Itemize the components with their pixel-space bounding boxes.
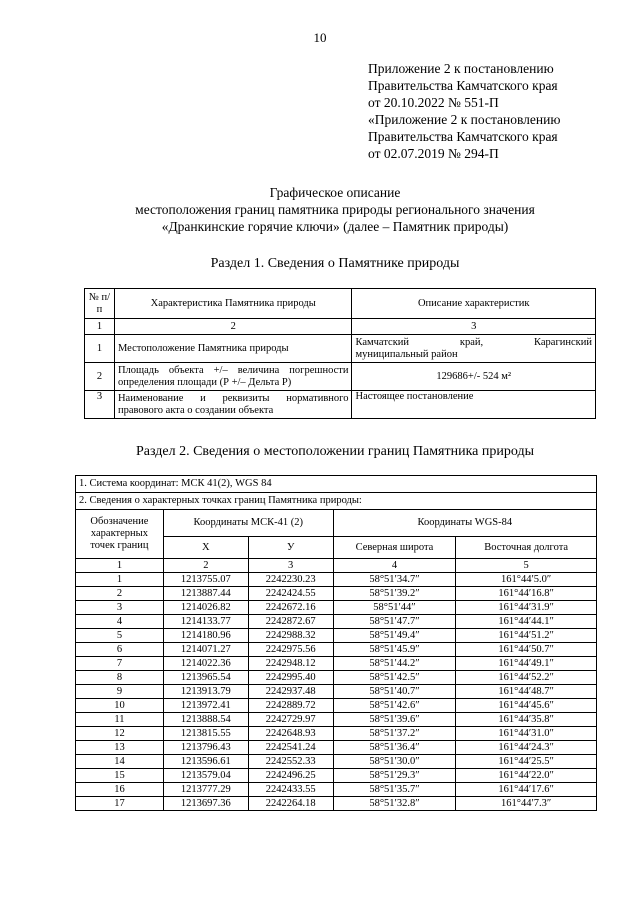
coord-y: 2242872.67 (248, 615, 333, 629)
coord-y: 2242496.25 (248, 769, 333, 783)
latitude: 58°51′30.0″ (333, 755, 456, 769)
latitude: 58°51′37.2″ (333, 727, 456, 741)
latitude: 58°51′32.8″ (333, 797, 456, 811)
latitude: 58°51′35.7″ (333, 783, 456, 797)
table-row (76, 727, 597, 741)
header-number: № п/п (85, 289, 115, 319)
coord-y: 2242948.12 (248, 657, 333, 671)
coord-x: 1214071.27 (163, 643, 248, 657)
column-number: 2 (163, 559, 248, 573)
table-row (76, 573, 597, 587)
latitude: 58°51′40.7″ (333, 685, 456, 699)
table-row (85, 335, 596, 363)
point-id: 14 (76, 755, 164, 769)
latitude: 58°51′45.9″ (333, 643, 456, 657)
latitude: 58°51′39.2″ (333, 587, 456, 601)
row-description (352, 335, 596, 363)
longitude: 161°44′22.0″ (456, 769, 597, 783)
column-number: 1 (85, 319, 115, 335)
coord-x: 1213777.29 (163, 783, 248, 797)
coord-y: 2242264.18 (248, 797, 333, 811)
header-wgs: Координаты WGS-84 (333, 510, 596, 537)
latitude: 58°51′47.7″ (333, 615, 456, 629)
appendix-line: «Приложение 2 к постановлению (368, 112, 561, 127)
coord-x: 1214026.82 (163, 601, 248, 615)
coord-x: 1213579.04 (163, 769, 248, 783)
section2-heading: Раздел 2. Сведения о местоположении границ Памятника природы (135, 444, 535, 459)
point-id: 3 (76, 601, 164, 615)
header-y: У (248, 537, 333, 559)
row-number: 3 (85, 391, 115, 419)
point-id: 7 (76, 657, 164, 671)
header-msk: Координаты МСК-41 (2) (163, 510, 333, 537)
table-row (76, 755, 597, 769)
coord-y: 2242988.32 (248, 629, 333, 643)
row-characteristic: Наименование и реквизиты нормативного правового акта о создании объекта (114, 391, 352, 419)
longitude: 161°44′51.2″ (456, 629, 597, 643)
point-id: 12 (76, 727, 164, 741)
coord-y: 2242937.48 (248, 685, 333, 699)
page-number: 10 (313, 30, 327, 45)
table-row (76, 671, 597, 685)
point-id: 17 (76, 797, 164, 811)
coord-x: 1213888.54 (163, 713, 248, 727)
coordinate-system: 1. Система координат: МСК 41(2), WGS 84 (76, 476, 597, 493)
table-row (76, 685, 597, 699)
coord-y: 2242975.56 (248, 643, 333, 657)
longitude: 161°44′24.3″ (456, 741, 597, 755)
longitude: 161°44′5.0″ (456, 573, 597, 587)
column-number: 4 (333, 559, 456, 573)
latitude: 58°51′42.5″ (333, 671, 456, 685)
row-characteristic: Местоположение Памятника природы (114, 335, 352, 363)
coord-y: 2242424.55 (248, 587, 333, 601)
header-point: Обозначение характерных точек границ (76, 510, 164, 559)
table-row (76, 643, 597, 657)
coordinates-table (75, 475, 597, 811)
table-row (76, 797, 597, 811)
row-description: Настоящее постановление (352, 391, 596, 419)
coord-y: 2242672.16 (248, 601, 333, 615)
table-row (76, 741, 597, 755)
latitude: 58°51′49.4″ (333, 629, 456, 643)
header-longitude: Восточная долгота (456, 537, 597, 559)
table-row (85, 363, 596, 391)
appendix-line: Правительства Камчатского края (368, 78, 558, 93)
point-id: 15 (76, 769, 164, 783)
point-id: 4 (76, 615, 164, 629)
coord-y: 2242433.55 (248, 783, 333, 797)
coord-y: 2242729.97 (248, 713, 333, 727)
longitude: 161°44′48.7″ (456, 685, 597, 699)
longitude: 161°44′17.6″ (456, 783, 597, 797)
coord-x: 1214180.96 (163, 629, 248, 643)
title-line: Графическое описание (269, 185, 401, 200)
longitude: 161°44′49.1″ (456, 657, 597, 671)
title-line: «Дранкинские горячие ключи» (далее – Памятник природы) (161, 219, 509, 234)
coord-x: 1213796.43 (163, 741, 248, 755)
appendix-line: от 02.07.2019 № 294-П (368, 146, 499, 161)
longitude: 161°44′50.7″ (456, 643, 597, 657)
point-id: 2 (76, 587, 164, 601)
header-description: Описание характеристик (352, 289, 596, 319)
latitude: 58°51′44.2″ (333, 657, 456, 671)
header-latitude: Северная широта (333, 537, 456, 559)
coord-x: 1214022.36 (163, 657, 248, 671)
latitude: 58°51′34.7″ (333, 573, 456, 587)
point-id: 16 (76, 783, 164, 797)
coord-y: 2242541.24 (248, 741, 333, 755)
column-number: 2 (114, 319, 352, 335)
appendix-line: Приложение 2 к постановлению (368, 61, 554, 76)
characteristics-table (84, 288, 596, 419)
point-id: 1 (76, 573, 164, 587)
point-id: 11 (76, 713, 164, 727)
table-row (76, 769, 597, 783)
longitude: 161°44′25.5″ (456, 755, 597, 769)
table-row (76, 783, 597, 797)
coord-y: 2242230.23 (248, 573, 333, 587)
latitude: 58°51′36.4″ (333, 741, 456, 755)
coord-x: 1213887.44 (163, 587, 248, 601)
appendix-line: Правительства Камчатского края (368, 129, 558, 144)
point-id: 9 (76, 685, 164, 699)
coord-x: 1213815.55 (163, 727, 248, 741)
longitude: 161°44′31.0″ (456, 727, 597, 741)
header-x: X (163, 537, 248, 559)
latitude: 58°51′44″ (333, 601, 456, 615)
longitude: 161°44′45.6″ (456, 699, 597, 713)
description-line: Камчатский край, Карагинский (355, 336, 592, 348)
column-number: 5 (456, 559, 597, 573)
title-line: местоположения границ памятника природы регионального значения (135, 202, 535, 217)
table-row (76, 587, 597, 601)
coord-x: 1213697.36 (163, 797, 248, 811)
row-description: 129686+/- 524 м² (352, 363, 596, 391)
document-title (40, 184, 630, 235)
point-id: 13 (76, 741, 164, 755)
points-caption: 2. Сведения о характерных точках границ Памятника природы: (76, 493, 597, 510)
longitude: 161°44′16.8″ (456, 587, 597, 601)
coord-y: 2242552.33 (248, 755, 333, 769)
table-row (76, 629, 597, 643)
coord-y: 2242648.93 (248, 727, 333, 741)
point-id: 10 (76, 699, 164, 713)
longitude: 161°44′35.8″ (456, 713, 597, 727)
column-number: 1 (76, 559, 164, 573)
latitude: 58°51′29.3″ (333, 769, 456, 783)
coord-x: 1213972.41 (163, 699, 248, 713)
row-characteristic: Площадь объекта +/– величина погрешности определения площади (Р +/– Дельта Р) (114, 363, 352, 391)
longitude: 161°44′31.9″ (456, 601, 597, 615)
table-row (85, 391, 596, 419)
point-id: 5 (76, 629, 164, 643)
table-row (76, 713, 597, 727)
latitude: 58°51′42.6″ (333, 699, 456, 713)
table-row (76, 699, 597, 713)
section1-heading: Раздел 1. Сведения о Памятнике природы (210, 256, 460, 271)
coord-x: 1213913.79 (163, 685, 248, 699)
coord-x: 1214133.77 (163, 615, 248, 629)
table-row (76, 657, 597, 671)
point-id: 6 (76, 643, 164, 657)
appendix-line: от 20.10.2022 № 551-П (368, 95, 499, 110)
row-number: 2 (85, 363, 115, 391)
coord-x: 1213965.54 (163, 671, 248, 685)
latitude: 58°51′39.6″ (333, 713, 456, 727)
coord-x: 1213755.07 (163, 573, 248, 587)
longitude: 161°44′7.3″ (456, 797, 597, 811)
column-number: 3 (248, 559, 333, 573)
coord-y: 2242889.72 (248, 699, 333, 713)
point-id: 8 (76, 671, 164, 685)
appendix-reference (368, 60, 628, 162)
header-characteristic: Характеристика Памятника природы (114, 289, 352, 319)
coordinate-rows (76, 573, 597, 811)
longitude: 161°44′44.1″ (456, 615, 597, 629)
longitude: 161°44′52.2″ (456, 671, 597, 685)
table-row (76, 601, 597, 615)
coord-y: 2242995.40 (248, 671, 333, 685)
coord-x: 1213596.61 (163, 755, 248, 769)
table-row (76, 615, 597, 629)
column-number: 3 (352, 319, 596, 335)
description-line: муниципальный район (355, 348, 458, 360)
row-number: 1 (85, 335, 115, 363)
